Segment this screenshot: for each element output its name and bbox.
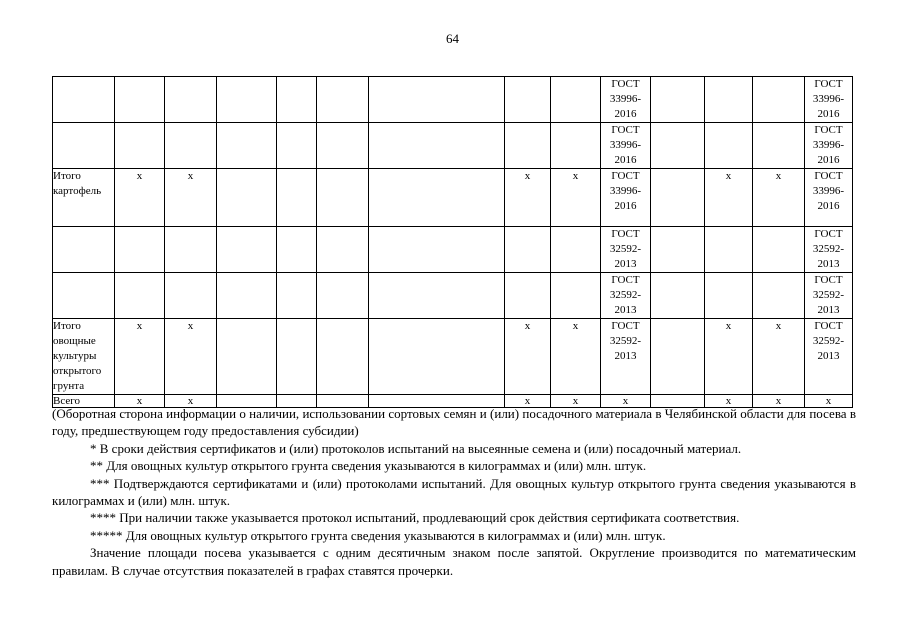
table-cell xyxy=(217,77,277,123)
table-cell xyxy=(651,169,705,227)
table-cell: x xyxy=(753,169,805,227)
table-cell: ГОСТ 33996- 2016 xyxy=(601,77,651,123)
table-row xyxy=(53,77,853,123)
seed-usage-table xyxy=(52,76,853,408)
table-cell xyxy=(551,77,601,123)
table-cell: x xyxy=(505,319,551,395)
table-cell xyxy=(317,77,369,123)
footnotes xyxy=(52,405,856,579)
table-cell xyxy=(317,273,369,319)
table-cell: ГОСТ 33996- 2016 xyxy=(805,123,853,169)
table-cell xyxy=(705,77,753,123)
table-cell: ГОСТ 32592- 2013 xyxy=(601,227,651,273)
table-cell xyxy=(369,227,505,273)
table-cell: x xyxy=(505,395,551,408)
table-row xyxy=(53,169,853,227)
table-cell xyxy=(753,273,805,319)
row-label xyxy=(53,77,115,123)
table-cell xyxy=(551,123,601,169)
table-cell xyxy=(165,273,217,319)
table-cell xyxy=(217,319,277,395)
table-cell xyxy=(369,273,505,319)
table-cell xyxy=(115,227,165,273)
footnote-1: * В сроки действия сертификатов и (или) протоколов испытаний на высеянные семена и (или) посадочный материал. xyxy=(90,440,742,456)
table-cell: ГОСТ 32592- 2013 xyxy=(601,319,651,395)
table-cell: x xyxy=(705,169,753,227)
table-cell: x xyxy=(551,319,601,395)
table-cell: x xyxy=(753,395,805,408)
table-cell xyxy=(651,123,705,169)
table-cell: x xyxy=(753,319,805,395)
table-cell: x xyxy=(505,169,551,227)
table-cell xyxy=(753,227,805,273)
table-cell xyxy=(317,123,369,169)
table-cell xyxy=(165,123,217,169)
table-cell: x xyxy=(115,169,165,227)
table-cell: ГОСТ 32592- 2013 xyxy=(601,273,651,319)
table-cell xyxy=(651,273,705,319)
table-cell xyxy=(217,123,277,169)
table-cell: x xyxy=(705,395,753,408)
table-cell: ГОСТ 32592- 2013 xyxy=(805,319,853,395)
table-cell xyxy=(651,319,705,395)
table-cell xyxy=(505,227,551,273)
table-cell xyxy=(317,227,369,273)
table-cell: x xyxy=(165,319,217,395)
table-cell: ГОСТ 33996- 2016 xyxy=(601,169,651,227)
table-cell xyxy=(651,77,705,123)
table-cell xyxy=(651,227,705,273)
row-label: Итого овощные культуры открытого грунта xyxy=(53,319,115,395)
table-cell xyxy=(753,77,805,123)
table-cell: x xyxy=(551,169,601,227)
table-cell: ГОСТ 32592- 2013 xyxy=(805,273,853,319)
page-number: 64 xyxy=(446,31,459,46)
table-cell xyxy=(505,123,551,169)
table-cell xyxy=(317,169,369,227)
table-cell xyxy=(115,273,165,319)
table-cell: x xyxy=(705,319,753,395)
table-cell: x xyxy=(165,395,217,408)
table-cell xyxy=(705,123,753,169)
footnote-2: ** Для овощных культур открытого грунта сведения указываются в килограммах и (или) млн. штук. xyxy=(90,458,647,474)
table-cell xyxy=(369,123,505,169)
table-cell: x xyxy=(115,319,165,395)
table-cell xyxy=(551,273,601,319)
table-row xyxy=(53,273,853,319)
rounding-note: Значение площади посева указывается с одним десятичным знаком после запятой. Округление производится по математическим правилам. В случае отсутствия показателей в графах ставятся прочерки. xyxy=(52,545,856,578)
row-label xyxy=(53,123,115,169)
table-cell xyxy=(115,77,165,123)
table-cell xyxy=(217,273,277,319)
table-cell xyxy=(505,77,551,123)
table-cell: x xyxy=(601,395,651,408)
table-cell: ГОСТ 33996- 2016 xyxy=(601,123,651,169)
row-label: Итого картофель xyxy=(53,169,115,227)
table-cell xyxy=(217,227,277,273)
table-cell xyxy=(165,77,217,123)
table-cell: ГОСТ 32592- 2013 xyxy=(805,227,853,273)
table-cell xyxy=(277,77,317,123)
table-cell xyxy=(753,123,805,169)
row-label: Всего xyxy=(53,395,115,408)
table-cell xyxy=(277,319,317,395)
table-cell xyxy=(277,273,317,319)
footnote-3: *** Подтверждаются сертификатами и (или) протоколами испытаний. Для овощных культур открытого грунта сведения указываются в килограммах и (или) млн. штук. xyxy=(52,475,856,509)
row-label xyxy=(53,227,115,273)
table-cell xyxy=(277,123,317,169)
table-row xyxy=(53,123,853,169)
table-cell xyxy=(317,319,369,395)
footnote-5: ***** Для овощных культур открытого грунта сведения указываются в килограммах и (или) млн. штук. xyxy=(90,527,666,543)
table-cell: x xyxy=(165,169,217,227)
table-cell xyxy=(115,123,165,169)
table-cell: ГОСТ 33996- 2016 xyxy=(805,77,853,123)
footnote-4: **** При наличии также указывается протокол испытаний, продлевающий срок действия сертификата соответствия. xyxy=(90,510,740,526)
table-cell: ГОСТ 33996- 2016 xyxy=(805,169,853,227)
table-cell: x xyxy=(551,395,601,408)
table-cell xyxy=(505,273,551,319)
row-label xyxy=(53,273,115,319)
table-cell: x xyxy=(805,395,853,408)
table-cell: x xyxy=(115,395,165,408)
table-cell xyxy=(551,227,601,273)
table-cell xyxy=(705,227,753,273)
table-cell xyxy=(277,227,317,273)
table-cell xyxy=(277,169,317,227)
table-cell xyxy=(705,273,753,319)
table-caption: (Оборотная сторона информации о наличии, использовании сортовых семян и (или) посадочного материала в Челябинской области для посева в году, предшествующем году предоставления субсидии) xyxy=(52,406,856,439)
table-cell xyxy=(217,169,277,227)
table-row xyxy=(53,227,853,273)
table-cell xyxy=(165,227,217,273)
table-cell xyxy=(369,77,505,123)
table-row xyxy=(53,319,853,395)
table-cell xyxy=(369,319,505,395)
table-cell xyxy=(369,169,505,227)
